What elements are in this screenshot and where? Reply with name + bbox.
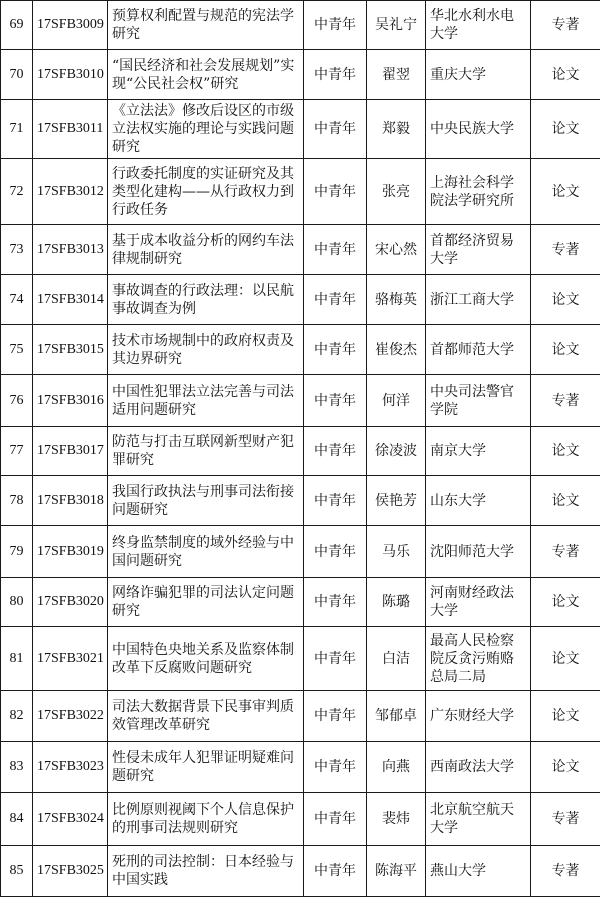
row-number: 75 xyxy=(1,325,33,375)
table-row xyxy=(1,476,600,526)
project-title: 司法大数据背景下民事审判质效管理改革研究 xyxy=(108,691,304,742)
project-category: 中青年 xyxy=(304,325,367,375)
table-row xyxy=(1,526,600,578)
row-number: 74 xyxy=(1,275,33,325)
project-category: 中青年 xyxy=(304,50,367,100)
principal-name: 张亮 xyxy=(367,159,426,225)
row-number: 83 xyxy=(1,742,33,793)
project-title: 中国性犯罪法立法完善与司法适用问题研究 xyxy=(108,375,304,427)
work-unit: 最高人民检察院反贪污贿赂总局二局 xyxy=(426,627,531,691)
project-code: 17SFB3014 xyxy=(33,275,108,325)
project-category: 中青年 xyxy=(304,159,367,225)
principal-name: 郑毅 xyxy=(367,100,426,159)
principal-name: 陈海平 xyxy=(367,846,426,897)
principal-name: 徐凌波 xyxy=(367,427,426,476)
row-number: 72 xyxy=(1,159,33,225)
work-unit: 山东大学 xyxy=(426,476,531,526)
project-category: 中青年 xyxy=(304,225,367,275)
row-number: 77 xyxy=(1,427,33,476)
project-code: 17SFB3016 xyxy=(33,375,108,427)
work-unit: 首都师范大学 xyxy=(426,325,531,375)
project-category: 中青年 xyxy=(304,375,367,427)
result-type: 论文 xyxy=(531,325,600,375)
project-category: 中青年 xyxy=(304,100,367,159)
project-category: 中青年 xyxy=(304,578,367,627)
project-category: 中青年 xyxy=(304,526,367,578)
work-unit: 西南政法大学 xyxy=(426,742,531,793)
work-unit: 沈阳师范大学 xyxy=(426,526,531,578)
table-row xyxy=(1,275,600,325)
project-category: 中青年 xyxy=(304,1,367,50)
project-category: 中青年 xyxy=(304,275,367,325)
result-type: 专著 xyxy=(531,225,600,275)
table-body xyxy=(1,1,600,897)
table-row xyxy=(1,427,600,476)
work-unit: 广东财经大学 xyxy=(426,691,531,742)
principal-name: 何洋 xyxy=(367,375,426,427)
project-code: 17SFB3024 xyxy=(33,793,108,846)
principal-name: 侯艳芳 xyxy=(367,476,426,526)
project-title: 我国行政执法与刑事司法衔接问题研究 xyxy=(108,476,304,526)
principal-name: 宋心然 xyxy=(367,225,426,275)
project-title: 事故调查的行政法理：以民航事故调查为例 xyxy=(108,275,304,325)
project-category: 中青年 xyxy=(304,846,367,897)
project-code: 17SFB3020 xyxy=(33,578,108,627)
table-row xyxy=(1,100,600,159)
project-title: 行政委托制度的实证研究及其类型化建构——从行政权力到行政任务 xyxy=(108,159,304,225)
project-code: 17SFB3022 xyxy=(33,691,108,742)
row-number: 85 xyxy=(1,846,33,897)
result-type: 论文 xyxy=(531,476,600,526)
principal-name: 陈璐 xyxy=(367,578,426,627)
project-title: 技术市场规制中的政府权责及其边界研究 xyxy=(108,325,304,375)
table-row xyxy=(1,159,600,225)
project-category: 中青年 xyxy=(304,691,367,742)
project-code: 17SFB3011 xyxy=(33,100,108,159)
work-unit: 河南财经政法大学 xyxy=(426,578,531,627)
result-type: 专著 xyxy=(531,1,600,50)
result-type: 专著 xyxy=(531,846,600,897)
work-unit: 重庆大学 xyxy=(426,50,531,100)
project-code: 17SFB3010 xyxy=(33,50,108,100)
project-category: 中青年 xyxy=(304,476,367,526)
project-title: 中国特色央地关系及监察体制改革下反腐败问题研究 xyxy=(108,627,304,691)
table-row xyxy=(1,50,600,100)
project-code: 17SFB3015 xyxy=(33,325,108,375)
project-title: 性侵未成年人犯罪证明疑难问题研究 xyxy=(108,742,304,793)
work-unit: 华北水利水电大学 xyxy=(426,1,531,50)
project-code: 17SFB3021 xyxy=(33,627,108,691)
project-title: 终身监禁制度的域外经验与中国问题研究 xyxy=(108,526,304,578)
result-type: 论文 xyxy=(531,275,600,325)
principal-name: 裴炜 xyxy=(367,793,426,846)
project-title: 基于成本收益分析的网约车法律规制研究 xyxy=(108,225,304,275)
work-unit: 中央司法警官学院 xyxy=(426,375,531,427)
principal-name: 邹郁卓 xyxy=(367,691,426,742)
result-type: 专著 xyxy=(531,526,600,578)
work-unit: 浙江工商大学 xyxy=(426,275,531,325)
result-type: 论文 xyxy=(531,742,600,793)
table-row xyxy=(1,793,600,846)
principal-name: 翟翌 xyxy=(367,50,426,100)
project-category: 中青年 xyxy=(304,793,367,846)
row-number: 78 xyxy=(1,476,33,526)
work-unit: 北京航空航天大学 xyxy=(426,793,531,846)
row-number: 81 xyxy=(1,627,33,691)
project-title: 死刑的司法控制：日本经验与中国实践 xyxy=(108,846,304,897)
row-number: 84 xyxy=(1,793,33,846)
project-category: 中青年 xyxy=(304,627,367,691)
project-title: 预算权利配置与规范的宪法学研究 xyxy=(108,1,304,50)
table-row xyxy=(1,1,600,50)
table-row xyxy=(1,375,600,427)
result-type: 论文 xyxy=(531,427,600,476)
row-number: 82 xyxy=(1,691,33,742)
work-unit: 南京大学 xyxy=(426,427,531,476)
result-type: 论文 xyxy=(531,691,600,742)
table-row xyxy=(1,225,600,275)
project-code: 17SFB3012 xyxy=(33,159,108,225)
work-unit: 上海社会科学院法学研究所 xyxy=(426,159,531,225)
table-row xyxy=(1,578,600,627)
row-number: 70 xyxy=(1,50,33,100)
project-code: 17SFB3017 xyxy=(33,427,108,476)
result-type: 专著 xyxy=(531,793,600,846)
project-code: 17SFB3013 xyxy=(33,225,108,275)
result-type: 专著 xyxy=(531,375,600,427)
principal-name: 吴礼宁 xyxy=(367,1,426,50)
row-number: 80 xyxy=(1,578,33,627)
result-type: 论文 xyxy=(531,159,600,225)
principal-name: 崔俊杰 xyxy=(367,325,426,375)
row-number: 73 xyxy=(1,225,33,275)
project-title: 比例原则视阈下个人信息保护的刑事司法规则研究 xyxy=(108,793,304,846)
principal-name: 白洁 xyxy=(367,627,426,691)
project-category: 中青年 xyxy=(304,742,367,793)
project-category: 中青年 xyxy=(304,427,367,476)
principal-name: 向燕 xyxy=(367,742,426,793)
table-row xyxy=(1,691,600,742)
work-unit: 燕山大学 xyxy=(426,846,531,897)
work-unit: 中央民族大学 xyxy=(426,100,531,159)
project-code: 17SFB3023 xyxy=(33,742,108,793)
row-number: 79 xyxy=(1,526,33,578)
project-code: 17SFB3019 xyxy=(33,526,108,578)
principal-name: 马乐 xyxy=(367,526,426,578)
project-title: 网络诈骗犯罪的司法认定问题研究 xyxy=(108,578,304,627)
table-row xyxy=(1,742,600,793)
project-title: 防范与打击互联网新型财产犯罪研究 xyxy=(108,427,304,476)
table-row xyxy=(1,325,600,375)
row-number: 76 xyxy=(1,375,33,427)
project-code: 17SFB3009 xyxy=(33,1,108,50)
project-code: 17SFB3018 xyxy=(33,476,108,526)
result-type: 论文 xyxy=(531,578,600,627)
principal-name: 骆梅英 xyxy=(367,275,426,325)
work-unit: 首都经济贸易大学 xyxy=(426,225,531,275)
row-number: 71 xyxy=(1,100,33,159)
table-row xyxy=(1,627,600,691)
project-title: “国民经济和社会发展规划”实现“公民社会权”研究 xyxy=(108,50,304,100)
table-row xyxy=(1,846,600,897)
result-type: 论文 xyxy=(531,50,600,100)
row-number: 69 xyxy=(1,1,33,50)
project-title: 《立法法》修改后设区的市级立法权实施的理论与实践问题研究 xyxy=(108,100,304,159)
project-code: 17SFB3025 xyxy=(33,846,108,897)
result-type: 论文 xyxy=(531,627,600,691)
result-type: 论文 xyxy=(531,100,600,159)
